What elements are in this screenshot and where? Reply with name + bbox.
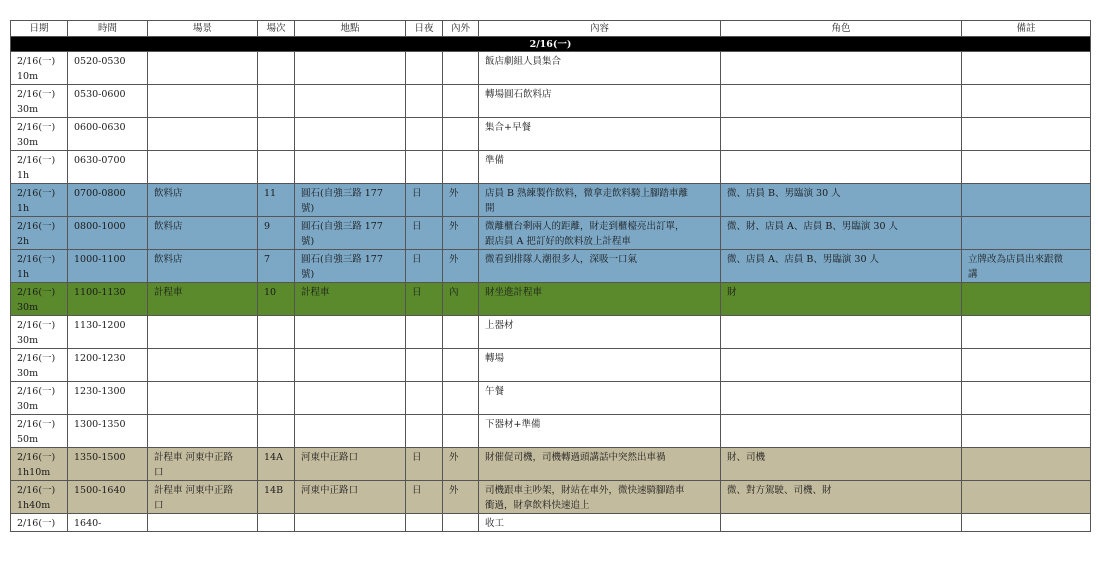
date-cell-line2: 1h [17, 170, 30, 181]
time-cell-line1: 1300-1350 [74, 419, 126, 430]
date-cell [11, 184, 68, 217]
time-cell-line1: 0520-0530 [74, 56, 126, 67]
date-cell-line1: 2/16(一) [17, 122, 56, 133]
date-cell-line1: 2/16(一) [17, 452, 56, 463]
location-cell-line1: 河東中正路口 [301, 452, 359, 463]
time-cell-line1: 1500-1640 [74, 485, 126, 496]
date-cell [11, 316, 68, 349]
table-row [11, 184, 1091, 217]
day-night-cell-line1: 日 [412, 452, 422, 463]
scene-number-cell [258, 382, 295, 415]
day-night-cell [406, 349, 443, 382]
int-ext-cell [443, 316, 479, 349]
scene-place-cell [148, 118, 258, 151]
date-cell-line2: 1h40m [17, 500, 51, 511]
table-row [11, 52, 1091, 85]
date-cell-line1: 2/16(一) [17, 56, 56, 67]
location-cell [295, 151, 406, 184]
time-cell-line1: 1350-1500 [74, 452, 126, 463]
date-cell [11, 349, 68, 382]
int-ext-cell [443, 481, 479, 514]
scene-place-cell [148, 151, 258, 184]
date-cell-line2: 30m [17, 335, 39, 346]
notes-cell [962, 250, 1091, 283]
roles-cell [721, 118, 962, 151]
content-cell [479, 349, 721, 382]
content-cell-line2: 跟店員 A 把訂好的飲料放上計程車 [485, 236, 631, 247]
int-ext-cell [443, 151, 479, 184]
table-row [11, 448, 1091, 481]
notes-cell [962, 85, 1091, 118]
int-ext-cell [443, 118, 479, 151]
notes-cell [962, 481, 1091, 514]
content-cell-line1: 財催促司機，司機轉過頭講話中突然出車禍 [485, 452, 666, 463]
day-night-cell-line1: 日 [412, 287, 422, 298]
roles-cell [721, 316, 962, 349]
content-cell-line1: 司機跟車主吵架，財站在車外，微快速騎腳踏車 [485, 485, 685, 496]
time-cell-line1: 0600-0630 [74, 122, 126, 133]
content-cell-line2: 衝過，財拿飲料快速追上 [485, 500, 590, 511]
int-ext-cell-line1: 外 [449, 254, 459, 265]
location-cell [295, 283, 406, 316]
roles-cell [721, 217, 962, 250]
int-ext-cell [443, 448, 479, 481]
roles-cell-line1: 微、對方駕駛、司機、財 [727, 485, 832, 496]
time-cell [68, 316, 148, 349]
content-cell [479, 184, 721, 217]
scene-number-cell [258, 283, 295, 316]
day-night-cell [406, 415, 443, 448]
date-cell-line2: 50m [17, 434, 39, 445]
date-cell [11, 415, 68, 448]
date-cell-line1: 2/16(一) [17, 419, 56, 430]
time-cell [68, 382, 148, 415]
notes-cell [962, 283, 1091, 316]
time-cell [68, 349, 148, 382]
date-cell-line2: 1h10m [17, 467, 51, 478]
int-ext-cell [443, 85, 479, 118]
location-cell [295, 85, 406, 118]
scene-number-cell [258, 481, 295, 514]
roles-cell-line1: 微、店員 A、店員 B、男臨演 30 人 [727, 254, 880, 265]
time-cell-line1: 1100-1130 [74, 287, 126, 298]
scene-place-cell-line1: 計程車 河東中正路 [154, 485, 234, 496]
time-cell-line1: 0530-0600 [74, 89, 126, 100]
content-cell [479, 52, 721, 85]
day-night-cell [406, 448, 443, 481]
notes-cell [962, 184, 1091, 217]
scene-number-cell [258, 349, 295, 382]
content-cell [479, 415, 721, 448]
scene-number-cell [258, 151, 295, 184]
day-night-cell [406, 52, 443, 85]
time-cell [68, 184, 148, 217]
scene-place-cell [148, 514, 258, 532]
location-cell [295, 52, 406, 85]
location-cell-line1: 圓石(自強三路 177 [301, 188, 383, 199]
date-cell-line1: 2/16(一) [17, 386, 56, 397]
scene-place-cell [148, 52, 258, 85]
content-cell-line1: 轉場 [485, 353, 505, 364]
time-cell [68, 85, 148, 118]
scene-place-cell [148, 481, 258, 514]
notes-cell [962, 118, 1091, 151]
location-cell-line2: 號) [301, 236, 315, 247]
table-row [11, 217, 1091, 250]
header-row [11, 21, 1091, 37]
day-night-cell [406, 85, 443, 118]
roles-cell [721, 250, 962, 283]
location-cell-line1: 圓石(自強三路 177 [301, 221, 383, 232]
col-header-time: 時間 [68, 21, 148, 37]
time-cell [68, 283, 148, 316]
scene-place-cell-line1: 飲料店 [154, 188, 183, 199]
int-ext-cell [443, 217, 479, 250]
roles-cell [721, 184, 962, 217]
location-cell-line1: 計程車 [301, 287, 330, 298]
date-cell-line1: 2/16(一) [17, 320, 56, 331]
content-cell-line1: 飯店劇組人員集合 [485, 56, 562, 67]
roles-cell [721, 481, 962, 514]
scene-number-cell-line1: 14B [264, 485, 284, 496]
location-cell-line2: 號) [301, 203, 315, 214]
content-cell [479, 85, 721, 118]
content-cell [479, 118, 721, 151]
location-cell [295, 217, 406, 250]
date-cell-line2: 30m [17, 368, 39, 379]
content-cell [479, 382, 721, 415]
day-night-cell [406, 118, 443, 151]
content-cell-line1: 準備 [485, 155, 505, 166]
location-cell [295, 514, 406, 532]
content-cell-line1: 午餐 [485, 386, 505, 397]
day-night-cell-line1: 日 [412, 221, 422, 232]
col-header-scene-number: 場次 [258, 21, 295, 37]
scene-number-cell-line1: 10 [264, 287, 277, 298]
scene-place-cell [148, 349, 258, 382]
date-cell [11, 448, 68, 481]
location-cell [295, 382, 406, 415]
date-cell-line2: 10m [17, 71, 39, 82]
day-night-cell [406, 382, 443, 415]
date-cell-line2: 30m [17, 302, 39, 313]
table-row [11, 250, 1091, 283]
roles-cell-line1: 財、司機 [727, 452, 766, 463]
date-cell-line1: 2/16(一) [17, 89, 56, 100]
day-night-cell [406, 250, 443, 283]
day-night-cell-line1: 日 [412, 254, 422, 265]
col-header-day-night: 日夜 [406, 21, 443, 37]
time-cell-line1: 1640- [74, 518, 102, 529]
content-cell-line1: 店員 B 熟練製作飲料，微拿走飲料騎上腳踏車離 [485, 188, 689, 199]
roles-cell [721, 448, 962, 481]
table-row [11, 349, 1091, 382]
table-row [11, 481, 1091, 514]
scene-number-cell [258, 118, 295, 151]
table-row [11, 118, 1091, 151]
schedule-table [10, 20, 1091, 532]
roles-cell [721, 151, 962, 184]
date-heading: 2/16(一) [11, 37, 1091, 52]
time-cell [68, 448, 148, 481]
day-night-cell-line1: 日 [412, 188, 422, 199]
scene-number-cell [258, 85, 295, 118]
location-cell [295, 481, 406, 514]
time-cell [68, 217, 148, 250]
time-cell-line1: 0700-0800 [74, 188, 126, 199]
int-ext-cell [443, 250, 479, 283]
scene-number-cell-line1: 11 [264, 188, 277, 199]
notes-cell [962, 52, 1091, 85]
table-row [11, 85, 1091, 118]
date-cell-line1: 2/16(一) [17, 353, 56, 364]
scene-number-cell-line1: 7 [264, 254, 271, 265]
notes-cell [962, 316, 1091, 349]
date-cell [11, 118, 68, 151]
location-cell [295, 349, 406, 382]
date-cell-line2: 1h [17, 203, 30, 214]
time-cell [68, 52, 148, 85]
time-cell [68, 514, 148, 532]
scene-place-cell [148, 283, 258, 316]
col-header-notes: 備註 [962, 21, 1091, 37]
notes-cell [962, 349, 1091, 382]
content-cell-line1: 微看到排隊人潮很多人，深吸一口氣 [485, 254, 638, 265]
scene-number-cell [258, 250, 295, 283]
time-cell-line1: 1230-1300 [74, 386, 126, 397]
int-ext-cell-line1: 外 [449, 188, 459, 199]
scene-place-cell-line2: 口 [154, 500, 164, 511]
scene-place-cell [148, 382, 258, 415]
int-ext-cell [443, 514, 479, 532]
scene-number-cell-line1: 14A [264, 452, 283, 463]
content-cell [479, 217, 721, 250]
scene-number-cell [258, 415, 295, 448]
date-cell [11, 151, 68, 184]
time-cell [68, 481, 148, 514]
time-cell-line1: 1130-1200 [74, 320, 126, 331]
col-header-scene-place: 場景 [148, 21, 258, 37]
date-cell-line2: 30m [17, 137, 39, 148]
scene-number-cell-line1: 9 [264, 221, 271, 232]
scene-place-cell [148, 415, 258, 448]
content-cell [479, 250, 721, 283]
col-header-location: 地點 [295, 21, 406, 37]
location-cell-line1: 河東中正路口 [301, 485, 359, 496]
scene-place-cell-line1: 計程車 河東中正路 [154, 452, 234, 463]
scene-place-cell-line1: 飲料店 [154, 221, 183, 232]
roles-cell [721, 52, 962, 85]
table-row [11, 382, 1091, 415]
notes-cell [962, 448, 1091, 481]
notes-cell-line2: 講 [968, 269, 978, 280]
table-row [11, 514, 1091, 532]
roles-cell [721, 85, 962, 118]
content-cell [479, 151, 721, 184]
date-cell [11, 283, 68, 316]
date-cell-line2: 30m [17, 401, 39, 412]
location-cell-line1: 圓石(自強三路 177 [301, 254, 383, 265]
time-cell-line1: 0630-0700 [74, 155, 126, 166]
date-cell-line2: 2h [17, 236, 30, 247]
scene-place-cell-line2: 口 [154, 467, 164, 478]
scene-place-cell [148, 184, 258, 217]
roles-cell-line1: 財 [727, 287, 737, 298]
date-cell-line1: 2/16(一) [17, 254, 56, 265]
int-ext-cell [443, 283, 479, 316]
scene-place-cell-line1: 飲料店 [154, 254, 183, 265]
time-cell [68, 415, 148, 448]
content-cell-line1: 集合+早餐 [485, 122, 531, 133]
day-night-cell-line1: 日 [412, 485, 422, 496]
scene-place-cell [148, 250, 258, 283]
location-cell [295, 415, 406, 448]
content-cell-line1: 上器材 [485, 320, 514, 331]
date-cell-line2: 30m [17, 104, 39, 115]
day-night-cell [406, 184, 443, 217]
roles-cell [721, 514, 962, 532]
int-ext-cell-line1: 外 [449, 221, 459, 232]
date-heading-row [11, 37, 1091, 52]
col-header-content: 內容 [479, 21, 721, 37]
content-cell-line1: 財坐進計程車 [485, 287, 543, 298]
scene-number-cell [258, 184, 295, 217]
day-night-cell [406, 316, 443, 349]
day-night-cell [406, 151, 443, 184]
location-cell [295, 316, 406, 349]
int-ext-cell [443, 184, 479, 217]
location-cell [295, 184, 406, 217]
content-cell-line1: 下器材+準備 [485, 419, 541, 430]
table-row [11, 316, 1091, 349]
content-cell [479, 316, 721, 349]
scene-place-cell [148, 316, 258, 349]
table-row [11, 415, 1091, 448]
date-cell [11, 481, 68, 514]
date-cell-line1: 2/16(一) [17, 485, 56, 496]
date-cell [11, 382, 68, 415]
date-cell-line1: 2/16(一) [17, 287, 56, 298]
date-cell [11, 514, 68, 532]
content-cell [479, 481, 721, 514]
date-cell-line1: 2/16(一) [17, 188, 56, 199]
roles-cell [721, 415, 962, 448]
col-header-int-ext: 內外 [443, 21, 479, 37]
time-cell [68, 151, 148, 184]
scene-number-cell [258, 448, 295, 481]
notes-cell [962, 514, 1091, 532]
roles-cell [721, 349, 962, 382]
int-ext-cell [443, 415, 479, 448]
scene-number-cell [258, 316, 295, 349]
time-cell-line1: 1200-1230 [74, 353, 126, 364]
scene-place-cell [148, 85, 258, 118]
col-header-roles: 角色 [721, 21, 962, 37]
notes-cell-line1: 立牌改為店員出來跟微 [968, 254, 1064, 265]
day-night-cell [406, 283, 443, 316]
notes-cell [962, 415, 1091, 448]
table-row [11, 151, 1091, 184]
notes-cell [962, 382, 1091, 415]
location-cell [295, 118, 406, 151]
date-cell [11, 85, 68, 118]
date-cell [11, 52, 68, 85]
scene-number-cell [258, 52, 295, 85]
date-cell-line1: 2/16(一) [17, 221, 56, 232]
int-ext-cell [443, 349, 479, 382]
time-cell [68, 118, 148, 151]
content-cell-line1: 微離櫃台剩兩人的距離，財走到櫃檯亮出訂單， [485, 221, 685, 232]
date-cell-line1: 2/16(一) [17, 518, 56, 529]
time-cell [68, 250, 148, 283]
scene-number-cell [258, 514, 295, 532]
day-night-cell [406, 514, 443, 532]
table-row [11, 283, 1091, 316]
roles-cell-line1: 微、店員 B、男臨演 30 人 [727, 188, 841, 199]
int-ext-cell-line1: 內 [449, 287, 459, 298]
day-night-cell [406, 217, 443, 250]
location-cell-line2: 號) [301, 269, 315, 280]
roles-cell [721, 382, 962, 415]
roles-cell-line1: 微、財、店員 A、店員 B、男臨演 30 人 [727, 221, 899, 232]
day-night-cell [406, 481, 443, 514]
notes-cell [962, 151, 1091, 184]
date-cell-line2: 1h [17, 269, 30, 280]
notes-cell [962, 217, 1091, 250]
content-cell-line1: 收工 [485, 518, 505, 529]
scene-place-cell [148, 448, 258, 481]
date-cell [11, 250, 68, 283]
int-ext-cell [443, 382, 479, 415]
date-cell-line1: 2/16(一) [17, 155, 56, 166]
content-cell-line2: 開 [485, 203, 495, 214]
location-cell [295, 448, 406, 481]
col-header-date: 日期 [11, 21, 68, 37]
int-ext-cell-line1: 外 [449, 452, 459, 463]
content-cell-line1: 轉場圓石飲料店 [485, 89, 552, 100]
content-cell [479, 283, 721, 316]
scene-place-cell [148, 217, 258, 250]
int-ext-cell [443, 52, 479, 85]
time-cell-line1: 1000-1100 [74, 254, 126, 265]
time-cell-line1: 0800-1000 [74, 221, 126, 232]
content-cell [479, 448, 721, 481]
roles-cell [721, 283, 962, 316]
int-ext-cell-line1: 外 [449, 485, 459, 496]
scene-number-cell [258, 217, 295, 250]
content-cell [479, 514, 721, 532]
location-cell [295, 250, 406, 283]
scene-place-cell-line1: 計程車 [154, 287, 183, 298]
date-cell [11, 217, 68, 250]
